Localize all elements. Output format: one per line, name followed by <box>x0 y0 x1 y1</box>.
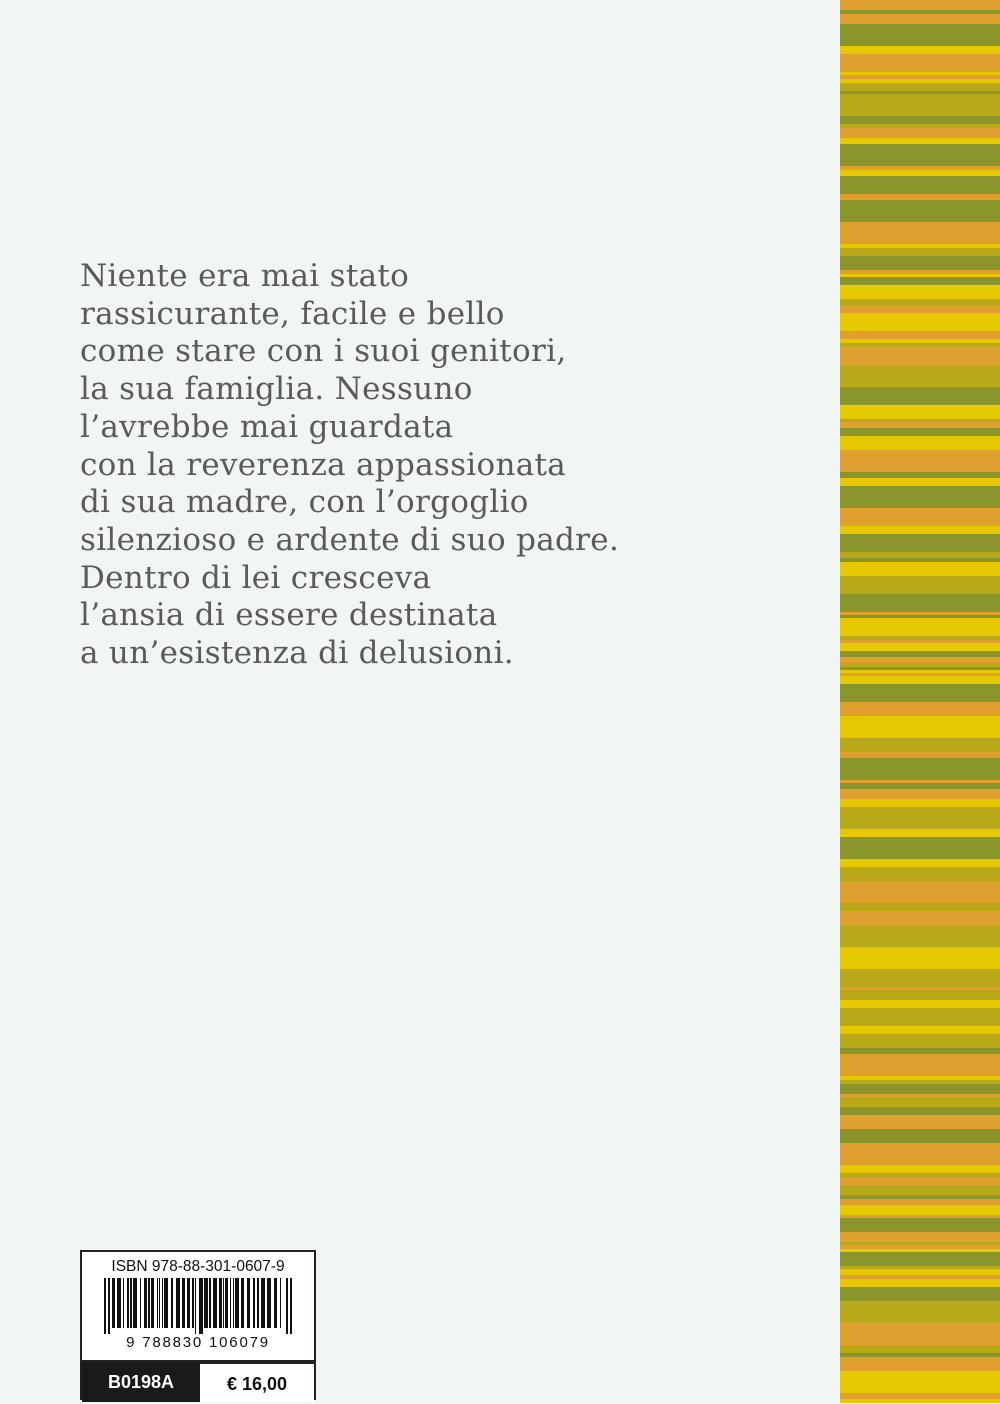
stripe <box>840 807 1000 829</box>
stripe <box>840 676 1000 684</box>
stripe <box>840 643 1000 651</box>
barcode-bar <box>209 1278 211 1328</box>
stripe <box>840 54 1000 72</box>
stripe <box>840 200 1000 222</box>
stripe <box>840 222 1000 244</box>
product-code-badge: B0198A <box>82 1362 200 1402</box>
barcode-bar <box>192 1278 194 1328</box>
barcode-bar <box>267 1278 271 1328</box>
barcode-bar <box>241 1278 244 1328</box>
stripe <box>840 1054 1000 1076</box>
stripe <box>840 331 1000 339</box>
stripe <box>840 277 1000 285</box>
barcode-bar <box>235 1278 239 1328</box>
barcode-bar <box>257 1278 259 1328</box>
stripe <box>840 1232 1000 1242</box>
barcode-bar <box>290 1278 292 1334</box>
stripe <box>840 313 1000 331</box>
stripe <box>840 128 1000 138</box>
stripe <box>840 947 1000 969</box>
stripe <box>840 562 1000 576</box>
blurb-line: come stare con i suoi genitori, <box>80 333 567 370</box>
stripe <box>840 428 1000 436</box>
stripe <box>840 867 1000 881</box>
stripe <box>840 903 1000 911</box>
barcode-bar <box>130 1278 132 1328</box>
barcode-bar <box>108 1278 110 1334</box>
stripe <box>840 911 1000 925</box>
barcode-bar <box>140 1278 141 1328</box>
stripe <box>840 94 1000 116</box>
stripe <box>840 1279 1000 1287</box>
blurb-line: di sua madre, con l’orgoglio <box>80 484 529 521</box>
stripe <box>840 702 1000 716</box>
stripe <box>840 1008 1000 1026</box>
stripe <box>840 1026 1000 1034</box>
stripe <box>840 859 1000 867</box>
barcode-panel <box>80 1250 316 1400</box>
price-label: € 16,00 <box>200 1362 314 1402</box>
blurb-line: la sua famiglia. Nessuno <box>80 371 473 408</box>
stripe <box>840 925 1000 947</box>
stripe <box>840 1357 1000 1371</box>
stripe <box>840 758 1000 780</box>
stripe <box>840 990 1000 1000</box>
stripe <box>840 829 1000 837</box>
stripe <box>840 450 1000 472</box>
stripe <box>840 1165 1000 1173</box>
barcode-bar <box>123 1278 124 1328</box>
stripe <box>840 1301 1000 1323</box>
blurb-line: a un’esistenza di delusioni. <box>80 635 514 672</box>
blurb-line: silenzioso e ardente di suo padre. <box>80 521 620 558</box>
blurb-line: Niente era mai stato <box>80 258 410 294</box>
barcode-bar <box>144 1278 147 1328</box>
stripe <box>840 1218 1000 1232</box>
barcode-bar <box>171 1278 173 1328</box>
stripe <box>840 684 1000 702</box>
stripe <box>840 248 1000 256</box>
stripe <box>840 285 1000 299</box>
stripe <box>840 534 1000 552</box>
blurb-line: l’avrebbe mai guardata <box>80 408 454 445</box>
barcode-digits: 9 788830 106079 <box>126 1334 270 1351</box>
barcode-bar <box>162 1278 163 1328</box>
barcode-bar <box>274 1278 277 1328</box>
barcode-bar <box>213 1278 217 1328</box>
stripe <box>840 594 1000 612</box>
stripe <box>840 1205 1000 1215</box>
barcode-bar <box>148 1278 150 1328</box>
stripe <box>840 436 1000 450</box>
barcode-bar <box>187 1278 190 1328</box>
barcode-bar <box>117 1278 121 1328</box>
stripe <box>840 789 1000 799</box>
stripe <box>840 116 1000 124</box>
barcode-bar <box>182 1278 185 1328</box>
stripe <box>840 576 1000 594</box>
stripe <box>840 1115 1000 1129</box>
stripe <box>840 405 1000 419</box>
barcode-bar <box>127 1278 129 1328</box>
barcode-bar <box>223 1278 224 1328</box>
barcode-bar <box>159 1278 160 1328</box>
barcode-bar <box>225 1278 228 1328</box>
stripe <box>840 478 1000 486</box>
stripe <box>840 144 1000 166</box>
barcode-bar <box>133 1278 137 1328</box>
decorative-stripe-band <box>840 0 1000 1400</box>
stripe <box>840 738 1000 752</box>
stripe <box>840 24 1000 46</box>
barcode-bar <box>176 1278 180 1328</box>
barcode-bar <box>286 1278 288 1334</box>
barcode-bar <box>195 1278 196 1334</box>
stripe <box>840 46 1000 54</box>
blurb-line: con la reverenza appassionata <box>80 446 567 483</box>
stripe <box>840 1371 1000 1393</box>
stripe <box>840 618 1000 636</box>
stripe <box>840 1345 1000 1353</box>
barcode-bar <box>204 1278 208 1328</box>
blurb-line: Dentro di lei cresceva <box>80 559 432 596</box>
stripe <box>840 1034 1000 1048</box>
stripe <box>840 716 1000 738</box>
stripe <box>840 83 1000 91</box>
stripe <box>840 1084 1000 1094</box>
stripe <box>840 1287 1000 1301</box>
stripe <box>840 176 1000 194</box>
barcode-bar <box>280 1278 281 1328</box>
stripe <box>840 1323 1000 1345</box>
stripe <box>840 881 1000 903</box>
barcode-bar <box>199 1278 203 1334</box>
stripe <box>840 0 1000 10</box>
barcode-bar <box>157 1278 158 1328</box>
barcode-bar <box>247 1278 250 1328</box>
stripe <box>840 837 1000 859</box>
stripe <box>840 1097 1000 1107</box>
stripe <box>840 799 1000 807</box>
stripe <box>840 1000 1000 1008</box>
barcode-bar <box>219 1278 222 1328</box>
stripe <box>840 1177 1000 1185</box>
stripe <box>840 1129 1000 1143</box>
stripe <box>840 969 1000 987</box>
stripe <box>840 1252 1000 1266</box>
barcode-bar <box>230 1278 231 1328</box>
stripe <box>840 486 1000 508</box>
stripe <box>840 305 1000 313</box>
barcode-bar <box>112 1278 115 1328</box>
stripe <box>840 508 1000 526</box>
barcode-bar <box>151 1278 154 1328</box>
stripe <box>840 387 1000 405</box>
stripe <box>840 365 1000 387</box>
stripe <box>840 1185 1000 1195</box>
stripe <box>840 256 1000 270</box>
stripe <box>840 1107 1000 1115</box>
barcode-bar <box>164 1278 168 1328</box>
isbn-label: ISBN 978-88-301-0607-9 <box>111 1258 285 1275</box>
stripe <box>840 347 1000 365</box>
stripe <box>840 526 1000 534</box>
stripe <box>840 1143 1000 1165</box>
stripe <box>840 14 1000 24</box>
barcode-bar <box>253 1278 255 1328</box>
barcode-bar <box>261 1278 265 1328</box>
blurb-text <box>80 258 820 673</box>
blurb-line: l’ansia di essere destinata <box>80 597 498 634</box>
barcode-bar <box>233 1278 234 1328</box>
barcode-bar <box>104 1278 106 1334</box>
blurb-line: rassicurante, facile e bello <box>80 295 505 332</box>
barcode-icon <box>104 1278 292 1334</box>
